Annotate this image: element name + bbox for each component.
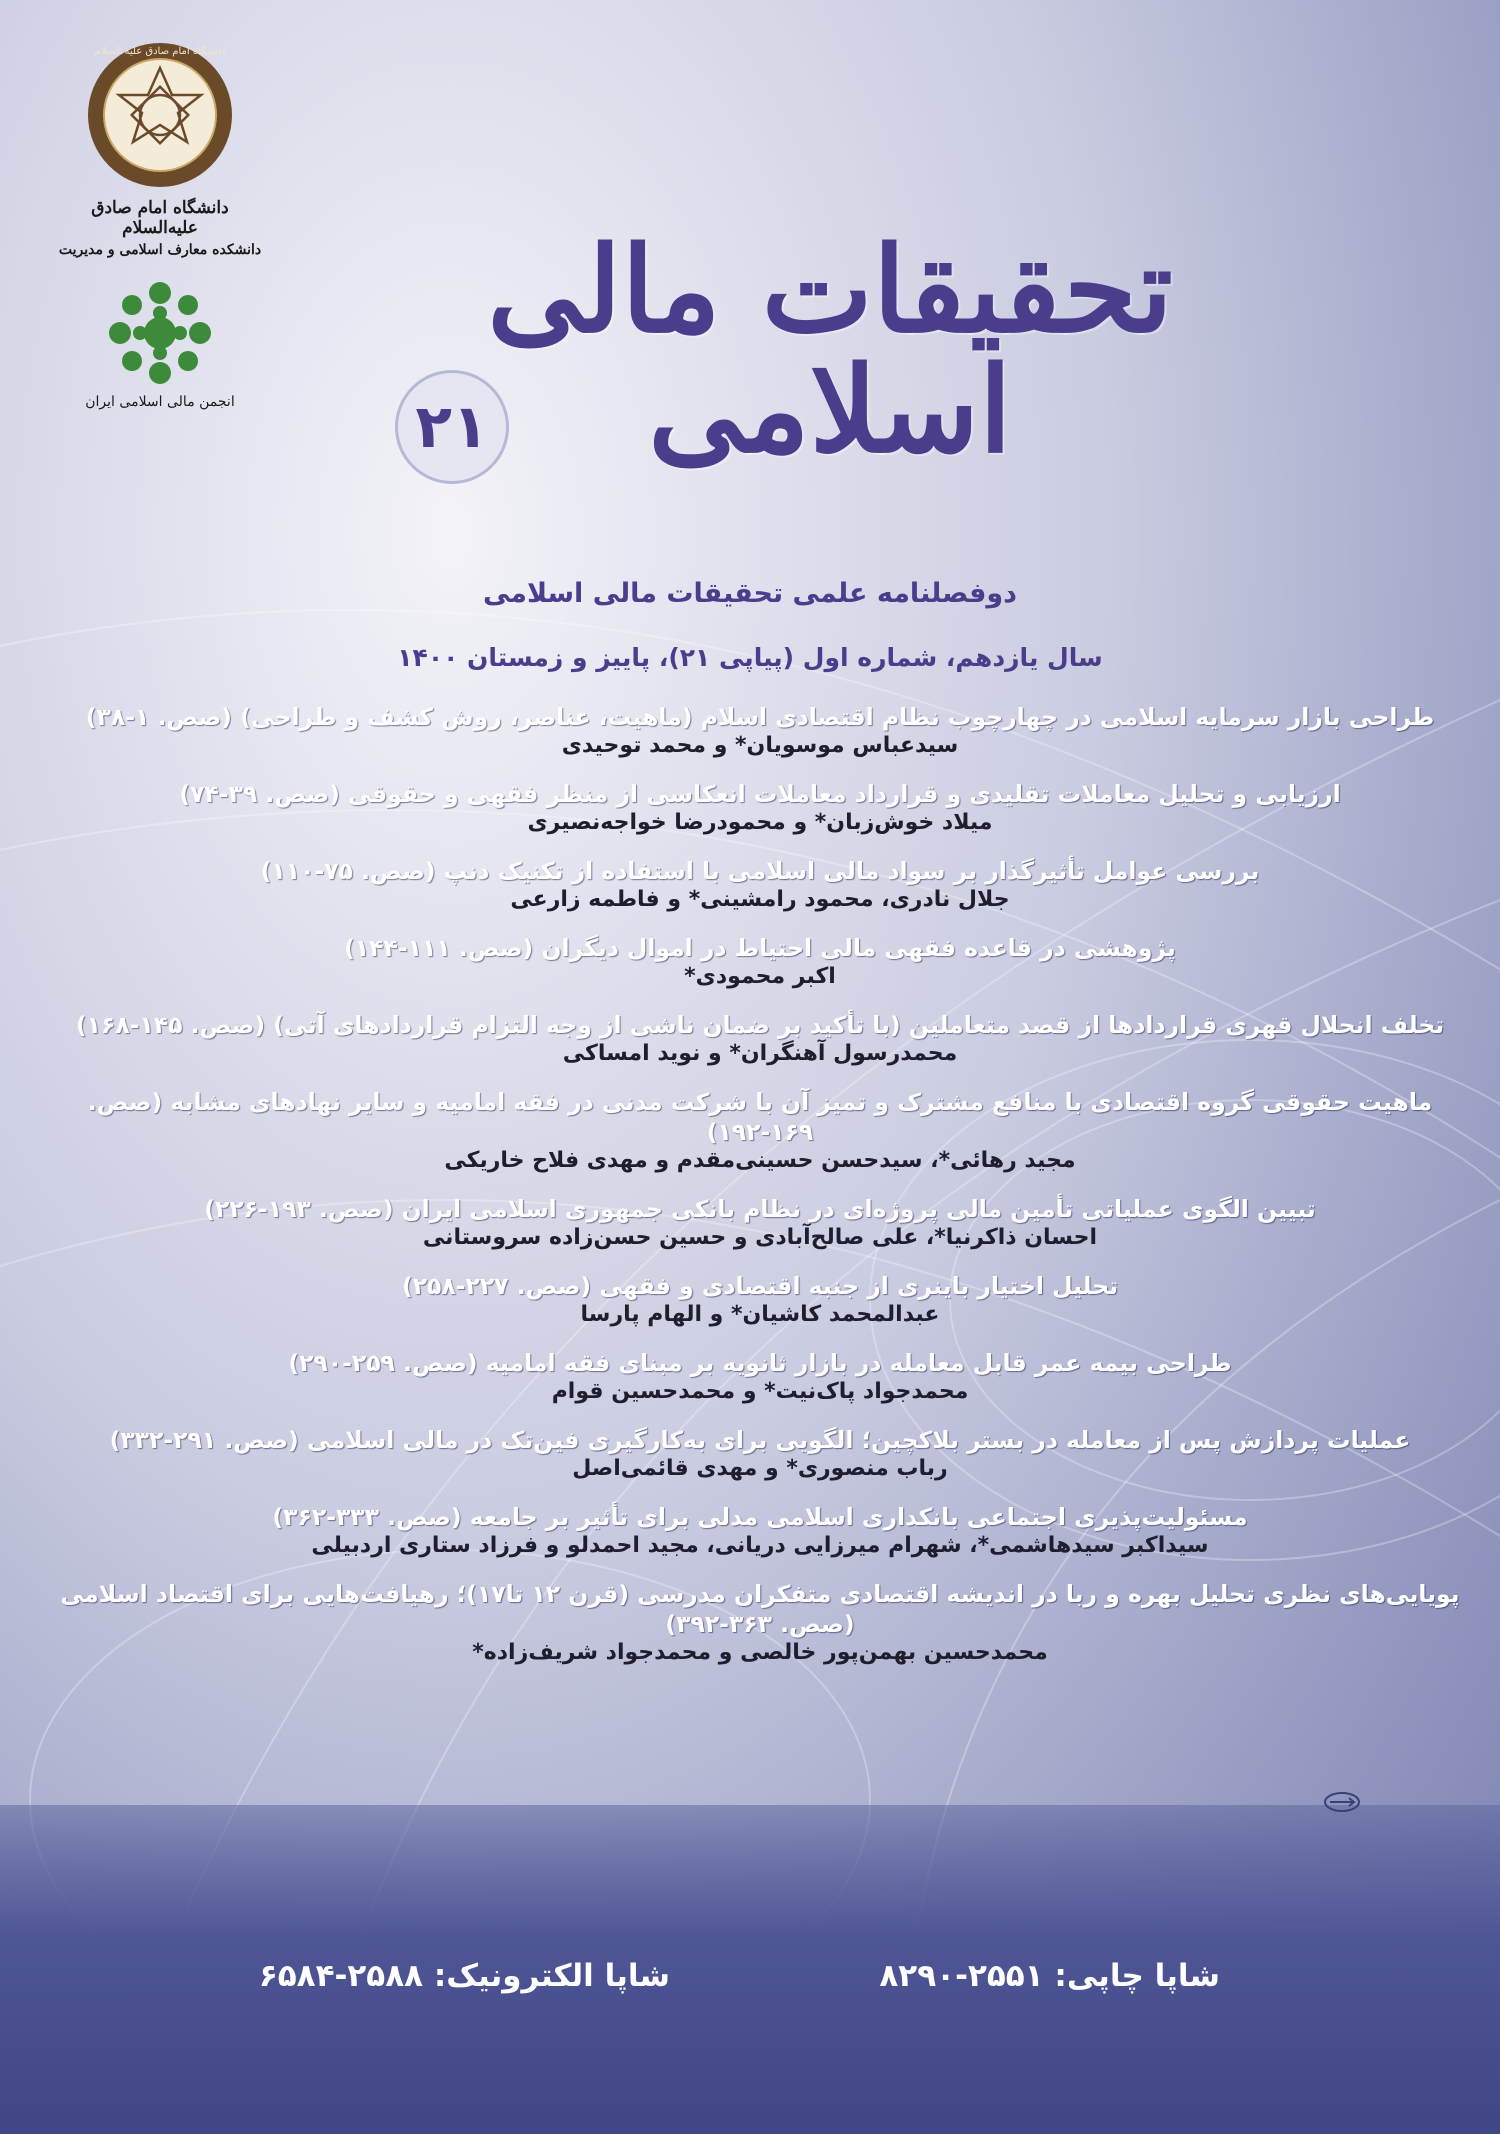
seal-emblem [85, 40, 235, 190]
article-authors: محمدحسین بهمن‌پور خالصی و محمدجواد شریف‌زاده* [472, 1640, 1048, 1665]
seal-ring-text: دانشگاه امام صادق علیه السلام [94, 46, 226, 57]
article-entry [60, 1579, 1460, 1667]
article-authors: سیدعباس موسویان* و محمد توحیدی [561, 733, 959, 758]
article-title: پویایی‌های نظری تحلیل بهره و ربا در اندیشه اقتصادی متفکران مدرسی (قرن ۱۲ تا۱۷)؛ رهیافت‌هایی برای اقتصاد اسلامی (صص. ۳۶۳-۳۹۲) [60, 1580, 1460, 1638]
bottom-band [0, 1805, 1500, 2134]
article-authors: رباب منصوری* و مهدی قائمی‌اصل [572, 1456, 948, 1481]
article-entry [60, 1425, 1460, 1483]
article-entry [60, 702, 1460, 760]
article-title: تخلف انحلال قهری قراردادها از قصد متعاملین (با تأکید بر ضمان ناشی از وجه التزام قراردادهای آتی) (صص. ۱۴۵-۱۶۸) [75, 1011, 1445, 1039]
double-arrow-icon [1322, 1790, 1362, 1814]
university-name: دانشگاه امام صادق علیه‌السلام [91, 198, 229, 238]
article-authors: عبدالمحمد کاشیان* و الهام پارسا [580, 1302, 940, 1327]
article-authors: مجید رهائی*، سیدحسن حسینی‌مقدم و مهدی فلاح خاریکی [444, 1148, 1076, 1173]
article-title: تبیین الگوی عملیاتی تأمین مالی پروژه‌ای در نظام بانکی جمهوری اسلامی ایران (صص. ۱۹۳-۲۲۶) [204, 1195, 1316, 1223]
article-title: طراحی بیمه عمر قابل معامله در بازار ثانویه بر مبنای فقه امامیه (صص. ۲۵۹-۲۹۰) [288, 1349, 1232, 1377]
article-title: مسئولیت‌پذیری اجتماعی بانکداری اسلامی مدلی برای تأثیر بر جامعه (صص. ۳۳۳-۳۶۲) [272, 1503, 1248, 1531]
table-of-contents [60, 702, 1460, 1686]
logos-column [55, 40, 265, 410]
article-authors: سیداکبر سیدهاشمی*، شهرام میرزایی دریانی، مجید احمدلو و فرزاد ستاری اردبیلی [311, 1533, 1209, 1558]
article-title: تحلیل اختیار باینری از جنبه اقتصادی و فقهی (صص. ۲۲۷-۲۵۸) [401, 1272, 1119, 1300]
faculty-name: دانشکده معارف اسلامی و مدیریت [58, 242, 262, 258]
article-authors: جلال نادری، محمود رامشینی* و فاطمه زارعی [510, 887, 1010, 912]
issue-number-badge: ۲۱ [395, 370, 509, 484]
issn-print: شاپا چاپی: ۲۵۵۱-۸۲۹۰ [879, 1958, 1220, 1994]
association-emblem [105, 278, 215, 388]
article-entry [60, 1348, 1460, 1406]
article-entry [60, 856, 1460, 914]
article-entry [60, 1502, 1460, 1560]
article-entry [60, 1271, 1460, 1329]
journal-title: تحقیقات مالی اسلامی [487, 220, 1173, 479]
association-logo [105, 278, 215, 388]
journal-masthead [480, 190, 1180, 520]
article-entry [60, 1087, 1460, 1175]
article-title: عملیات پردازش پس از معامله در بستر بلاکچین؛ الگویی برای به‌کارگیری فین‌تک در مالی اسلامی (صص. ۲۹۱-۳۳۲) [109, 1426, 1411, 1454]
article-authors: احسان ذاکرنیا*، علی صالح‌آبادی و حسین حسن‌زاده سروستانی [422, 1225, 1098, 1250]
issn-online: شاپا الکترونیک: ۲۵۸۸-۶۵۸۴ [258, 1958, 670, 1994]
issue-info: سال یازدهم، شماره اول (پیاپی ۲۱)، پاییز و زمستان ۱۴۰۰ [397, 643, 1103, 672]
article-authors: محمدجواد پاک‌نیت* و محمدحسین قوام [551, 1379, 969, 1404]
article-title: بررسی عوامل تأثیرگذار بر سواد مالی اسلامی با استفاده از تکنیک دنپ (صص. ۷۵-۱۱۰) [260, 857, 1260, 885]
association-name: انجمن مالی اسلامی ایران [85, 394, 235, 410]
article-title: ارزیابی و تحلیل معاملات تقلیدی و قرارداد معاملات انعکاسی از منظر فقهی و حقوقی (صص. ۳۹-۷۴) [179, 780, 1341, 808]
article-entry [60, 779, 1460, 837]
article-authors: محمدرسول آهنگران* و نوید امساکی [562, 1041, 958, 1066]
university-seal [85, 40, 235, 190]
article-authors: میلاد خوش‌زبان* و محمودرضا خواجه‌نصیری [527, 810, 993, 835]
article-entry [60, 1194, 1460, 1252]
article-title: پژوهشی در قاعده فقهی مالی احتیاط در اموال دیگران (صص. ۱۱۱-۱۴۴) [344, 934, 1176, 962]
article-title: ماهیت حقوقی گروه اقتصادی با منافع مشترک و تمیز آن با شرکت مدنی در فقه امامیه و سایر نهادهای مشابه (صص. ۱۶۹-۱۹۲) [87, 1088, 1433, 1146]
article-entry [60, 1010, 1460, 1068]
journal-subtitle: دوفصلنامه علمی تحقیقات مالی اسلامی [482, 578, 1018, 609]
article-entry [60, 933, 1460, 991]
article-authors: اکبر محمودی* [684, 964, 836, 989]
article-title: طراحی بازار سرمایه اسلامی در چهارچوب نظام اقتصادی اسلام (ماهیت، عناصر، روش کشف و طراحی) (صص. ۱-۳۸) [85, 703, 1435, 731]
